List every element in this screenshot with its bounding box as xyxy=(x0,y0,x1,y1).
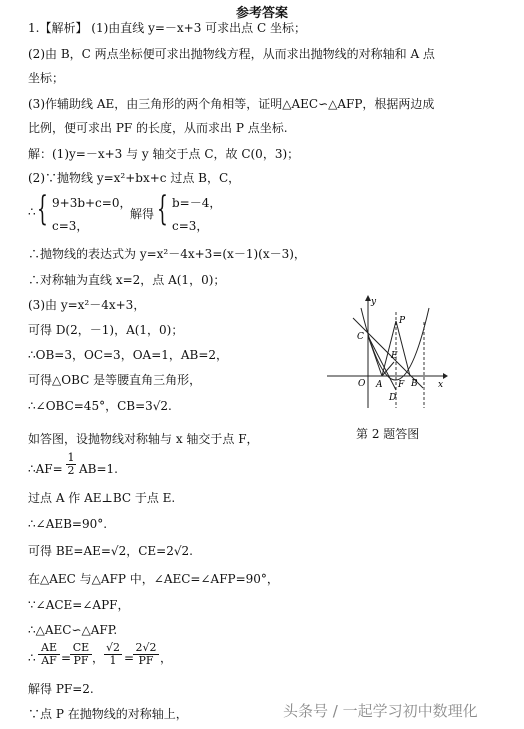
equals-sign: = xyxy=(124,651,135,665)
fraction-ce-pf xyxy=(70,642,92,667)
text-line: 如答图，设抛物线对称轴与 x 轴交于点 F， xyxy=(28,432,259,446)
label-b: B xyxy=(411,379,418,389)
solution-2: c=3， xyxy=(172,219,209,233)
label-f: F xyxy=(398,380,405,390)
af-prefix: ∴AF= xyxy=(28,462,63,476)
text-line: 比例，便可求出 PF 的长度，从而求出 P 点坐标. xyxy=(28,121,288,135)
label-p: P xyxy=(399,316,406,326)
answer-figure xyxy=(325,292,450,412)
text-line: 解得 PF=2. xyxy=(28,682,94,696)
page-title: 参考答案 xyxy=(235,6,288,21)
text-line: 可得 D(2，－1)，A(1，0)； xyxy=(28,323,184,337)
af-suffix: AB=1. xyxy=(79,462,118,476)
fraction-numerator: √2 xyxy=(105,641,120,654)
text-line: ∴抛物线的表达式为 y=x²－4x+3=(x－1)(x－3)， xyxy=(28,247,306,261)
x-axis-arrow xyxy=(443,373,448,379)
text-line: ∵点 P 在抛物线的对称轴上， xyxy=(28,707,188,721)
separator: ， xyxy=(160,651,173,665)
text-line: ∴∠OBC=45°，CB=3√2. xyxy=(28,399,172,413)
text-line: 1.【解析】 (1)由直线 y=－x+3 可求出点 C 坐标； xyxy=(28,21,306,35)
left-brace: { xyxy=(37,189,48,229)
equals-sign: = xyxy=(61,651,72,665)
text-line: 解：(1)y=－x+3 与 y 轴交于点 C，故 C(0，3)； xyxy=(28,147,300,161)
fraction-numerator: CE xyxy=(70,642,92,655)
equation-2: c=3， xyxy=(52,219,89,233)
equation-1: 9+3b+c=0， xyxy=(52,196,132,210)
fraction-denominator: PF xyxy=(73,654,89,667)
separator: ， xyxy=(92,651,105,665)
solve-label: 解得 xyxy=(130,207,155,221)
label-o: O xyxy=(358,379,366,389)
text-line: 可得△OBC 是等腰直角三角形， xyxy=(28,373,202,387)
text-line: ∴∠AEB=90°. xyxy=(28,517,108,531)
fraction-denominator: 2 xyxy=(67,464,75,477)
fraction-2root2-pf xyxy=(133,642,159,667)
text-line: 坐标； xyxy=(28,71,65,85)
text-line: ∴OB=3，OC=3，OA=1，AB=2， xyxy=(28,348,229,362)
fraction-half xyxy=(66,452,76,477)
label-a: A xyxy=(376,380,383,390)
text-line: (3)作辅助线 AE，由三角形的两个角相等，证明△AEC∽△AFP，根据两边成 xyxy=(28,97,435,111)
segment-ca xyxy=(368,336,382,376)
therefore-symbol: ∴ xyxy=(28,205,36,219)
text-line: (2)由 B，C 两点坐标便可求出抛物线方程，从而求出抛物线的对称轴和 A 点 xyxy=(28,47,435,61)
fraction-denominator: 1 xyxy=(109,654,117,667)
text-line: ∴对称轴为直线 x=2，点 A(1，0)； xyxy=(28,273,226,287)
fraction-root2-1 xyxy=(104,642,122,667)
left-brace: { xyxy=(157,189,168,229)
figure-caption: 第 2 题答图 xyxy=(356,427,420,441)
label-x: x xyxy=(438,380,444,390)
label-y: y xyxy=(371,297,377,307)
text-line: (2)∵抛物线 y=x²+bx+c 过点 B，C， xyxy=(28,171,241,185)
label-d: D xyxy=(389,393,397,403)
therefore-symbol: ∴ xyxy=(28,651,36,665)
fraction-numerator: 1 xyxy=(67,451,75,464)
text-line: (3)由 y=x²－4x+3， xyxy=(28,298,146,312)
text-line: 过点 A 作 AE⊥BC 于点 E. xyxy=(28,491,176,505)
fraction-numerator: AE xyxy=(38,642,60,655)
text-line: 可得 BE=AE=√2，CE=2√2. xyxy=(28,544,193,558)
text-line: 在△AEC 与△AFP 中，∠AEC=∠AFP=90°， xyxy=(28,572,279,586)
fraction-denominator: AF xyxy=(41,654,57,667)
label-e: E xyxy=(391,351,398,361)
solution-1: b=－4， xyxy=(172,196,222,210)
fraction-denominator: PF xyxy=(138,654,154,667)
fraction-numerator: 2√2 xyxy=(133,642,159,655)
label-c: C xyxy=(357,332,364,342)
fraction-ae-af xyxy=(38,642,60,667)
text-line: ∴△AEC∽△AFP. xyxy=(28,623,118,637)
watermark: 头条号 / 一起学习初中数理化 xyxy=(283,702,478,720)
text-line: ∵∠ACE=∠APF， xyxy=(28,598,130,612)
